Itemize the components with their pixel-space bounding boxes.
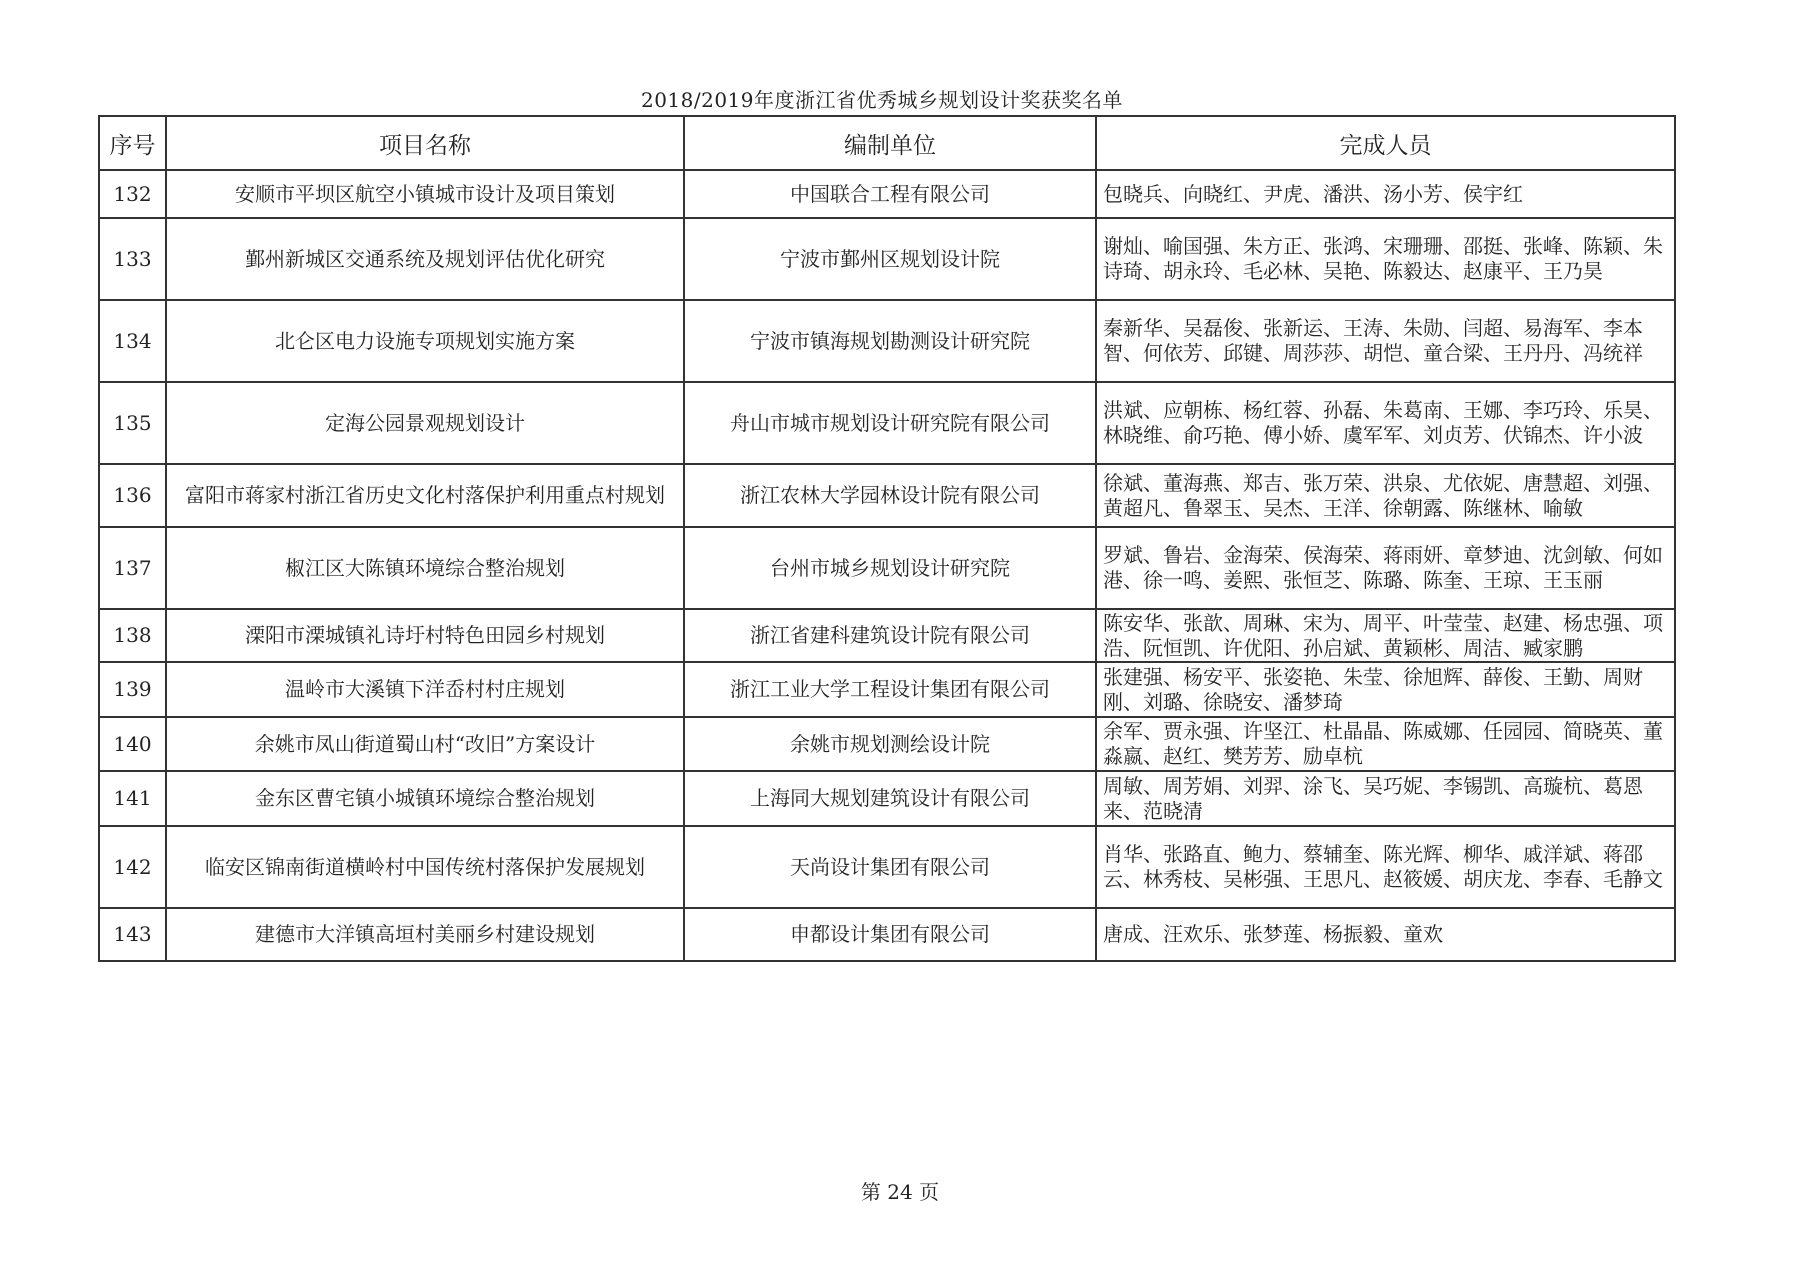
page-number: 第 24 页 [860,1180,940,1204]
table-row [99,300,1675,382]
row-no: 132 [99,170,166,218]
row-no: 141 [99,771,166,826]
header-project-name: 项目名称 [166,116,684,170]
row-no: 140 [99,717,166,771]
row-unit: 天尚设计集团有限公司 [684,826,1096,908]
table-row [99,908,1675,961]
row-unit: 余姚市规划测绘设计院 [684,717,1096,771]
table-row [99,464,1675,527]
row-no: 139 [99,662,166,717]
table-row [99,826,1675,908]
row-unit: 浙江省建科建筑设计院有限公司 [684,609,1096,662]
row-no: 137 [99,527,166,609]
row-project-name: 富阳市蒋家村浙江省历史文化村落保护利用重点村规划 [166,464,684,527]
row-no: 142 [99,826,166,908]
row-people: 徐斌、董海燕、郑吉、张万荣、洪泉、尤依妮、唐慧超、刘强、黄超凡、鲁翠玉、吴杰、王洋、徐朝露、陈继林、喻敏 [1096,464,1675,527]
row-people: 秦新华、吴磊俊、张新运、王涛、朱勋、闫超、易海军、李本智、何依芳、邱键、周莎莎、胡恺、童合梁、王丹丹、冯统祥 [1096,300,1675,382]
row-people: 肖华、张路直、鲍力、蔡辅奎、陈光辉、柳华、戚洋斌、蒋邵云、林秀枝、吴彬强、王思凡、赵筱媛、胡庆龙、李春、毛静文 [1096,826,1675,908]
row-no: 133 [99,218,166,300]
row-project-name: 安顺市平坝区航空小镇城市设计及项目策划 [166,170,684,218]
row-people: 唐成、汪欢乐、张梦莲、杨振毅、童欢 [1096,908,1675,961]
row-no: 134 [99,300,166,382]
header-no: 序号 [99,116,166,170]
table-row [99,218,1675,300]
row-people: 张建强、杨安平、张姿艳、朱莹、徐旭辉、薛俊、王勤、周财刚、刘璐、徐晓安、潘梦琦 [1096,662,1675,717]
row-project-name: 鄞州新城区交通系统及规划评估优化研究 [166,218,684,300]
award-table [98,115,1676,962]
row-unit: 宁波市鄞州区规划设计院 [684,218,1096,300]
table-row [99,527,1675,609]
table-row [99,382,1675,464]
row-no: 138 [99,609,166,662]
row-people: 陈安华、张歆、周琳、宋为、周平、叶莹莹、赵建、杨忠强、项浩、阮恒凯、许优阳、孙启斌、黄颖彬、周洁、臧家鹏 [1096,609,1675,662]
row-unit: 中国联合工程有限公司 [684,170,1096,218]
row-people: 罗斌、鲁岩、金海荣、侯海荣、蒋雨妍、章梦迪、沈剑敏、何如港、徐一鸣、姜熙、张恒芝、陈璐、陈奎、王琼、王玉丽 [1096,527,1675,609]
row-project-name: 北仑区电力设施专项规划实施方案 [166,300,684,382]
row-project-name: 温岭市大溪镇下洋岙村村庄规划 [166,662,684,717]
row-project-name: 余姚市凤山街道蜀山村“改旧”方案设计 [166,717,684,771]
row-unit: 申都设计集团有限公司 [684,908,1096,961]
row-people: 谢灿、喻国强、朱方正、张鸿、宋珊珊、邵挺、张峰、陈颖、朱诗琦、胡永玲、毛必林、吴艳、陈毅达、赵康平、王乃昊 [1096,218,1675,300]
row-no: 143 [99,908,166,961]
row-unit: 舟山市城市规划设计研究院有限公司 [684,382,1096,464]
table-header-row [99,116,1675,170]
row-project-name: 定海公园景观规划设计 [166,382,684,464]
row-unit: 浙江农林大学园林设计院有限公司 [684,464,1096,527]
table-row [99,662,1675,717]
header-people: 完成人员 [1096,116,1675,170]
row-people: 洪斌、应朝栋、杨红蓉、孙磊、朱葛南、王娜、李巧玲、乐昊、林晓维、俞巧艳、傅小娇、虞军军、刘贞芳、伏锦杰、许小波 [1096,382,1675,464]
row-unit: 宁波市镇海规划勘测设计研究院 [684,300,1096,382]
row-project-name: 建德市大洋镇高垣村美丽乡村建设规划 [166,908,684,961]
row-unit: 台州市城乡规划设计研究院 [684,527,1096,609]
row-people: 包晓兵、向晓红、尹虎、潘洪、汤小芳、侯宇红 [1096,170,1675,218]
table-row [99,609,1675,662]
row-no: 136 [99,464,166,527]
row-project-name: 金东区曹宅镇小城镇环境综合整治规划 [166,771,684,826]
row-people: 余军、贾永强、许坚江、杜晶晶、陈威娜、任园园、简晓英、董淼嬴、赵红、樊芳芳、励卓杭 [1096,717,1675,771]
document-title: 2018/2019年度浙江省优秀城乡规划设计奖获奖名单 [640,88,1124,112]
table-row [99,717,1675,771]
table-row [99,170,1675,218]
table-row [99,771,1675,826]
row-project-name: 椒江区大陈镇环境综合整治规划 [166,527,684,609]
row-project-name: 溧阳市溧城镇礼诗圩村特色田园乡村规划 [166,609,684,662]
header-unit: 编制单位 [684,116,1096,170]
row-unit: 上海同大规划建筑设计有限公司 [684,771,1096,826]
row-people: 周敏、周芳娟、刘羿、涂飞、吴巧妮、李锡凯、高璇杭、葛恩来、范晓清 [1096,771,1675,826]
row-no: 135 [99,382,166,464]
row-project-name: 临安区锦南街道横岭村中国传统村落保护发展规划 [166,826,684,908]
row-unit: 浙江工业大学工程设计集团有限公司 [684,662,1096,717]
